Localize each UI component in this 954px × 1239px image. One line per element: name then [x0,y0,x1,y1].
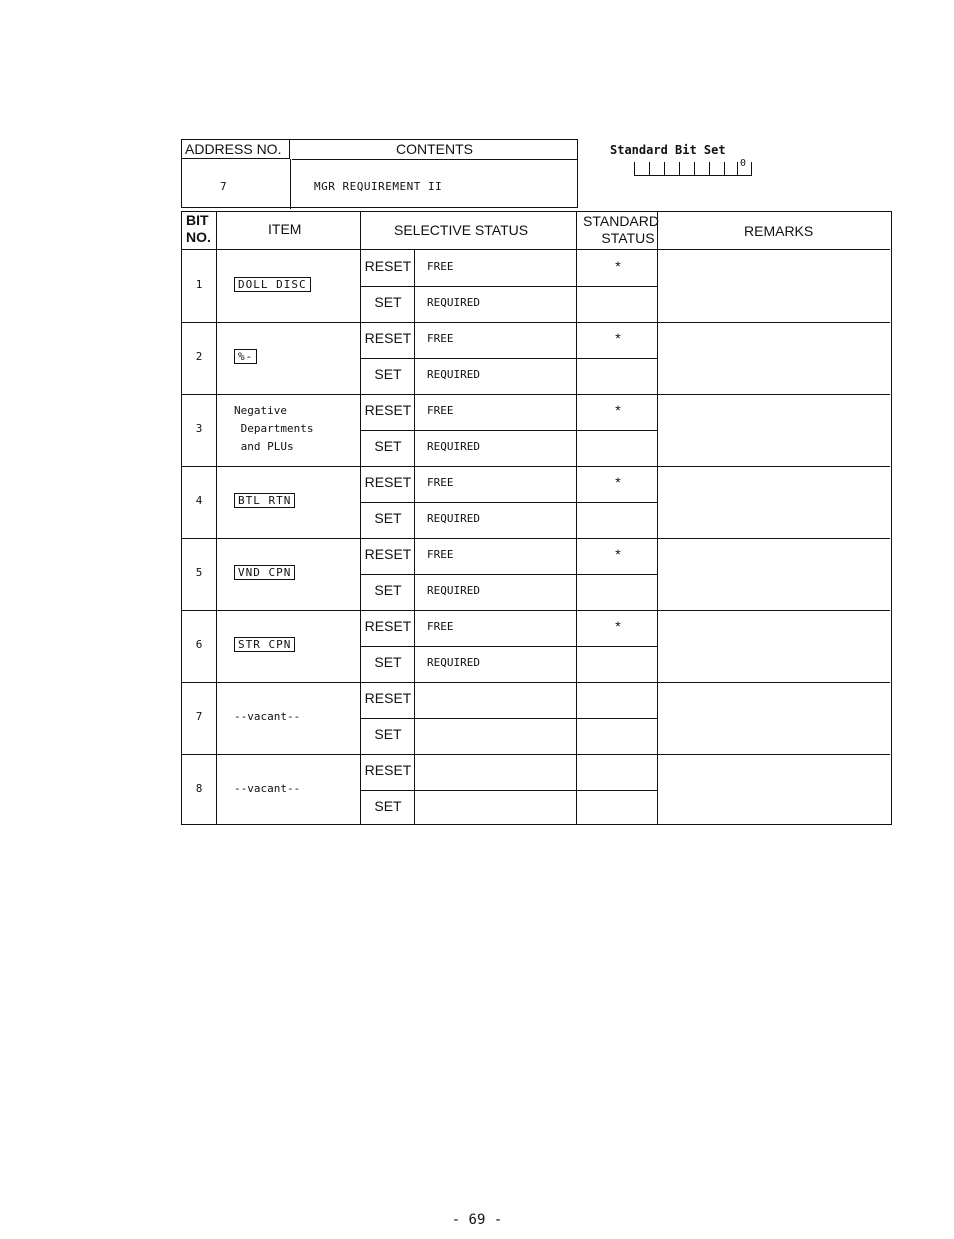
set-description: REQUIRED [427,656,480,669]
bit-number: 6 [195,638,203,651]
contents-label: CONTENTS [292,140,577,160]
item-label [234,492,295,510]
item-label: --vacant-- [234,710,301,723]
reset-label: RESET [364,258,412,274]
key-symbol: STR CPN [234,637,295,652]
reset-description: FREE [427,332,454,345]
bit-number: 5 [195,566,203,579]
item-label [234,564,295,582]
set-label: SET [374,582,402,598]
reset-label: RESET [364,402,412,418]
item-label [234,348,257,366]
key-symbol: VND CPN [234,565,295,580]
standard-status-mark: * [615,618,621,634]
item-label: --vacant-- [234,782,301,795]
reset-label: RESET [364,690,412,706]
set-description: REQUIRED [427,296,480,309]
standard-status-mark: * [615,330,621,346]
selective-status-header: SELECTIVE STATUS [394,222,529,238]
contents-value: MGR REQUIREMENT II [314,180,443,193]
reset-label: RESET [364,330,412,346]
item-header: ITEM [268,221,302,237]
key-symbol: %- [234,349,257,364]
standard-bit-set-value: 0 [740,158,747,169]
set-description: REQUIRED [427,440,480,453]
key-symbol: BTL RTN [234,493,295,508]
set-label: SET [374,366,402,382]
set-label: SET [374,654,402,670]
key-symbol: DOLL DISC [234,277,311,292]
standard-status-header: STANDARD STATUS [583,213,659,246]
standard-status-mark: * [615,474,621,490]
remarks-header: REMARKS [744,223,814,239]
bit-no-header: BIT NO. [186,212,211,245]
bit-number: 8 [195,782,203,795]
set-description: REQUIRED [427,368,480,381]
set-label: SET [374,438,402,454]
bit-status-table [181,211,892,825]
reset-label: RESET [364,546,412,562]
standard-status-mark: * [615,546,621,562]
bit-number: 1 [195,278,203,291]
set-label: SET [374,798,402,814]
bit-number: 3 [195,422,203,435]
page-number: - 69 - [451,1212,503,1228]
reset-description: FREE [427,260,454,273]
set-label: SET [374,726,402,742]
standard-bit-set-boxes [634,160,752,176]
item-label [234,636,295,654]
reset-description: FREE [427,620,454,633]
item-label [234,276,311,294]
standard-bit-set-label: Standard Bit Set [610,143,726,157]
set-description: REQUIRED [427,584,480,597]
standard-status-mark: * [615,402,621,418]
reset-description: FREE [427,476,454,489]
reset-label: RESET [364,618,412,634]
bit-number: 7 [195,710,203,723]
address-value: 7 [220,180,227,193]
address-no-label: ADDRESS NO. [182,140,290,159]
address-header-table [181,139,578,208]
header-divider [290,159,291,209]
set-label: SET [374,510,402,526]
set-label: SET [374,294,402,310]
reset-label: RESET [364,474,412,490]
set-description: REQUIRED [427,512,480,525]
standard-status-mark: * [615,258,621,274]
item-label: Negative Departments and PLUs [234,404,314,453]
reset-description: FREE [427,548,454,561]
reset-description: FREE [427,404,454,417]
bit-number: 4 [195,494,203,507]
bit-number: 2 [195,350,203,363]
reset-label: RESET [364,762,412,778]
